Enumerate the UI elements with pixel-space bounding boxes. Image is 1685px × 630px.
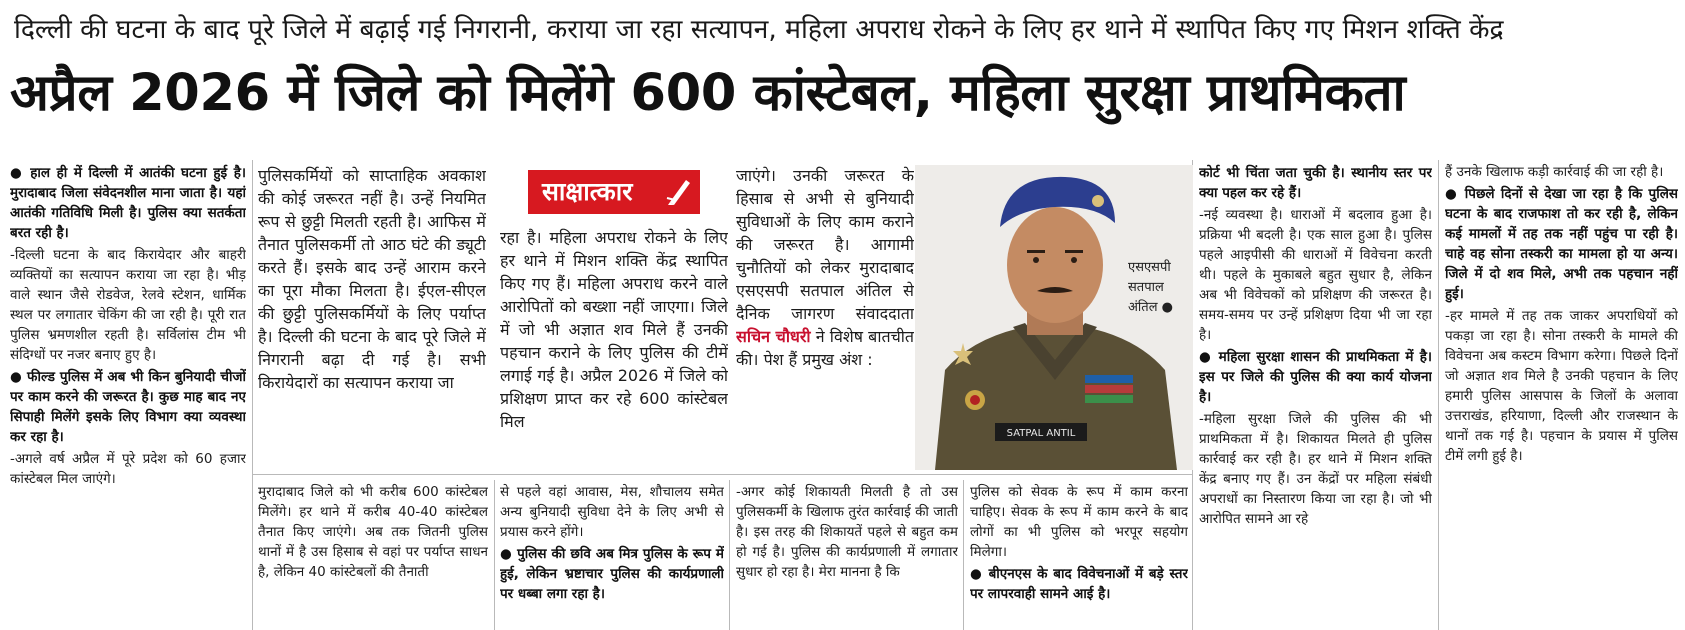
column-5-bottom bbox=[970, 482, 1188, 628]
answer: -अगले वर्ष अप्रैल में पूरे प्रदेश को 60 हजार कांस्टेबल मिल जाएंगे। bbox=[10, 451, 246, 487]
answer: -नई व्यवस्था है। धाराओं में बदलाव हुआ है। प्रक्रिया भी बदली है। एक साल हुआ है। पुलिस पहले आइपीसी की धाराओं में विवेचना करती थी। पहले के मुकाबले बहुत सुधार है, लेकिन अब भी विवेचकों को प्रशिक्षण की जरूरत है। समय-समय पर उन्हें प्रशिक्षण दिया भी जा रहा है। bbox=[1199, 207, 1432, 343]
column-7 bbox=[1445, 162, 1678, 628]
badge-label: साक्षात्कार bbox=[542, 177, 633, 206]
section-rule bbox=[252, 474, 1192, 475]
column-rule bbox=[252, 160, 253, 630]
intro-text-main: जाएंगे। उनकी जरूरत के हिसाब से अभी से बुनियादी सुविधाओं के लिए काम कराने की जरूरत है। आगामी चुनौतियों को लेकर मुरादाबाद एसएसपी सतपाल अंतिल से दैनिक जागरण संवाददाता bbox=[736, 166, 914, 323]
kicker-headline: दिल्ली की घटना के बाद पूरे जिले में बढ़ाई गई निगरानी, कराया जा रहा सत्यापन, महिला अपराध रोकने के लिए हर थाने में स्थापित किए गए मिशन शक्ति केंद्र bbox=[14, 14, 1504, 45]
intro-text: रहा है। महिला अपराध रोकने के लिए हर थाने में मिशन शक्ति केंद्र स्थापित किए गए हैं। महिला अपराध करने वाले आरोपितों को बख्शा नहीं जाएगा। जिले में जो भी अज्ञात शव मिले हैं उनकी पहचान कराने के लिए पुलिस की टीमें लगाई गई है। अप्रैल 2026 में जिले को प्रशिक्षण प्राप्त कर रहे 600 कांस्टेबल मिल bbox=[500, 228, 728, 431]
intro-text bbox=[736, 164, 914, 371]
answer: हैं उनके खिलाफ कड़ी कार्रवाई की जा रही है। bbox=[1445, 164, 1664, 180]
question: ● बीएनएस के बाद विवेचनाओं में बड़े स्तर पर लापरवाही सामने आई है। bbox=[970, 566, 1188, 602]
column-rule bbox=[494, 480, 495, 630]
column-rule bbox=[729, 480, 730, 630]
reporter-name: सचिन चौधरी bbox=[736, 327, 811, 346]
question: ● हाल ही में दिल्ली में आतंकी घटना हुई है। मुरादाबाद जिला संवेदनशील माना जाता है। यहां आतंकी गतिविधि मिली है। पुलिस क्या सतर्कता बरत रही है। bbox=[10, 165, 246, 241]
interview-badge bbox=[528, 170, 700, 214]
intro-text: पुलिसकर्मियों को साप्ताहिक अवकाश की कोई जरूरत नहीं है। उन्हें नियमित रूप से छुट्टी मिलती रहती है। आफिस में तैनात पुलिसकर्मी तो आठ घंटे की ड्यूटी करते हैं। इसके बाद उन्हें आराम करने का पूरा मौका मिलता है। ईएल-सीएल की छुट्टी पुलिसकर्मियों के लिए पर्याप्त है। दिल्ली की घटना के बाद पूरे जिले में निगरानी बढ़ा दी गई है। सभी किरायेदारों का सत्यापन कराया जा bbox=[258, 166, 486, 392]
answer: -हर मामले में तह तक जाकर अपराधियों को पकड़ा जा रहा है। सोना तस्करी के मामले की विवेचना अब कस्टम विभाग करेगा। पिछले दिनों जो अज्ञात शव मिले है उनकी पहचान के लिए हमारी पुलिस आसपास के जिलों के अलावा उत्तराखंड, हरियाणा, दिल्ली और राजस्थान के थानों तक गई है। पहचान के प्रयास में पुलिस टीमें लगी हुई है। bbox=[1445, 308, 1678, 464]
column-2-intro bbox=[258, 164, 486, 470]
intro-text-tail: ने विशेष बातचीत की। पेश हैं प्रमुख अंश : bbox=[736, 327, 914, 369]
answer: -महिला सुरक्षा जिले की पुलिस की भी प्राथमिकता में है। शिकायत मिलते ही पुलिस कार्रवाई कर रही है। हर थाने में मिशन शक्ति केंद्र बनाए गए हैं। उन केंद्रों पर महिला संबंधी अपराधों का निस्तारण किया जा रहा है। जो भी आरोपित सामने आ रहे bbox=[1199, 411, 1432, 527]
photo-caption: एसएसपी सतपाल अंतिल ● bbox=[1128, 260, 1173, 315]
column-6 bbox=[1199, 162, 1432, 628]
main-headline: अप्रैल 2026 में जिले को मिलेंगे 600 कांस्टेबल, महिला सुरक्षा प्राथमिकता bbox=[10, 64, 1406, 123]
column-4-intro bbox=[736, 164, 914, 470]
column-1 bbox=[10, 162, 246, 628]
column-3-intro bbox=[500, 226, 728, 470]
answer: -दिल्ली घटना के बाद किरायेदार और बाहरी व्यक्तियों का सत्यापन कराया जा रहा है। भीड़ वाले स्थान जैसे रोडवेज, रेलवे स्टेशन, धार्मिक स्थल पर लगातार चेकिंग की जा रही है। पूरी रात पुलिस भ्रमणशील रहती है। सर्विलांस टीम भी संदिग्धों पर नजर बनाए हुए है। bbox=[10, 247, 246, 363]
column-rule bbox=[963, 480, 964, 630]
answer: से पहले वहां आवास, मेस, शौचालय समेत अन्य बुनियादी सुविधा देने के लिए अभी से प्रयास करने होंगे। bbox=[500, 484, 724, 540]
name-tag: SATPAL ANTIL bbox=[1006, 428, 1076, 439]
answer: मुरादाबाद जिले को भी करीब 600 कांस्टेबल मिलेंगे। हर थाने में करीब 40-40 कांस्टेबल तैनात किए जाएंगे। अब तक जितनी पुलिस थानों में है उस हिसाब से वहां पर पर्याप्त साधन है, लेकिन 40 कांस्टेबलों की तैनाती bbox=[258, 484, 488, 580]
column-3-bottom bbox=[500, 482, 724, 628]
question: ● महिला सुरक्षा शासन की प्राथमिकता में है। इस पर जिले की पुलिस की क्या कार्य योजना है। bbox=[1199, 349, 1432, 405]
question: कोर्ट भी चिंता जता चुकी है। स्थानीय स्तर पर क्या पहल कर रहे हैं। bbox=[1199, 165, 1432, 201]
column-2-bottom bbox=[258, 482, 488, 628]
answer: -अगर कोई शिकायती मिलती है तो उस पुलिसकर्मी के खिलाफ तुरंत कार्रवाई की जाती है। इस तरह की शिकायतें पहले से बहुत कम हो गई है। पुलिस की कार्यप्रणाली में लगातार सुधार हो रहा है। मेरा मानना है कि bbox=[736, 484, 958, 580]
question: ● फील्ड पुलिस में अब भी किन बुनियादी चीजों पर काम करने की जरूरत है। कुछ माह बाद नए सिपाही मिलेंगे इसके लिए विभाग क्या व्यवस्था कर रहा है। bbox=[10, 369, 246, 445]
question: ● पिछले दिनों से देखा जा रहा है कि पुलिस घटना के बाद राजफाश तो कर रही है, लेकिन कई मामलों में तह तक नहीं पहुंच पा रही है। चाहे वह सोना तस्करी का मामला हो या अन्य। जिले में दो शव मिले, अभी तक पहचान नहीं हुई। bbox=[1445, 186, 1678, 302]
pen-icon bbox=[666, 176, 692, 206]
question: ● पुलिस की छवि अब मित्र पुलिस के रूप में हुई, लेकिन भ्रष्टाचार पुलिस की कार्यप्रणाली पर धब्बा लगा रहा है। bbox=[500, 546, 724, 602]
answer: पुलिस को सेवक के रूप में काम करना चाहिए। सेवक के रूप में काम करने के बाद लोगों का भी पुलिस को भरपूर सहयोग मिलेगा। bbox=[970, 484, 1188, 560]
column-4-bottom bbox=[736, 482, 958, 628]
column-rule bbox=[1438, 160, 1439, 630]
